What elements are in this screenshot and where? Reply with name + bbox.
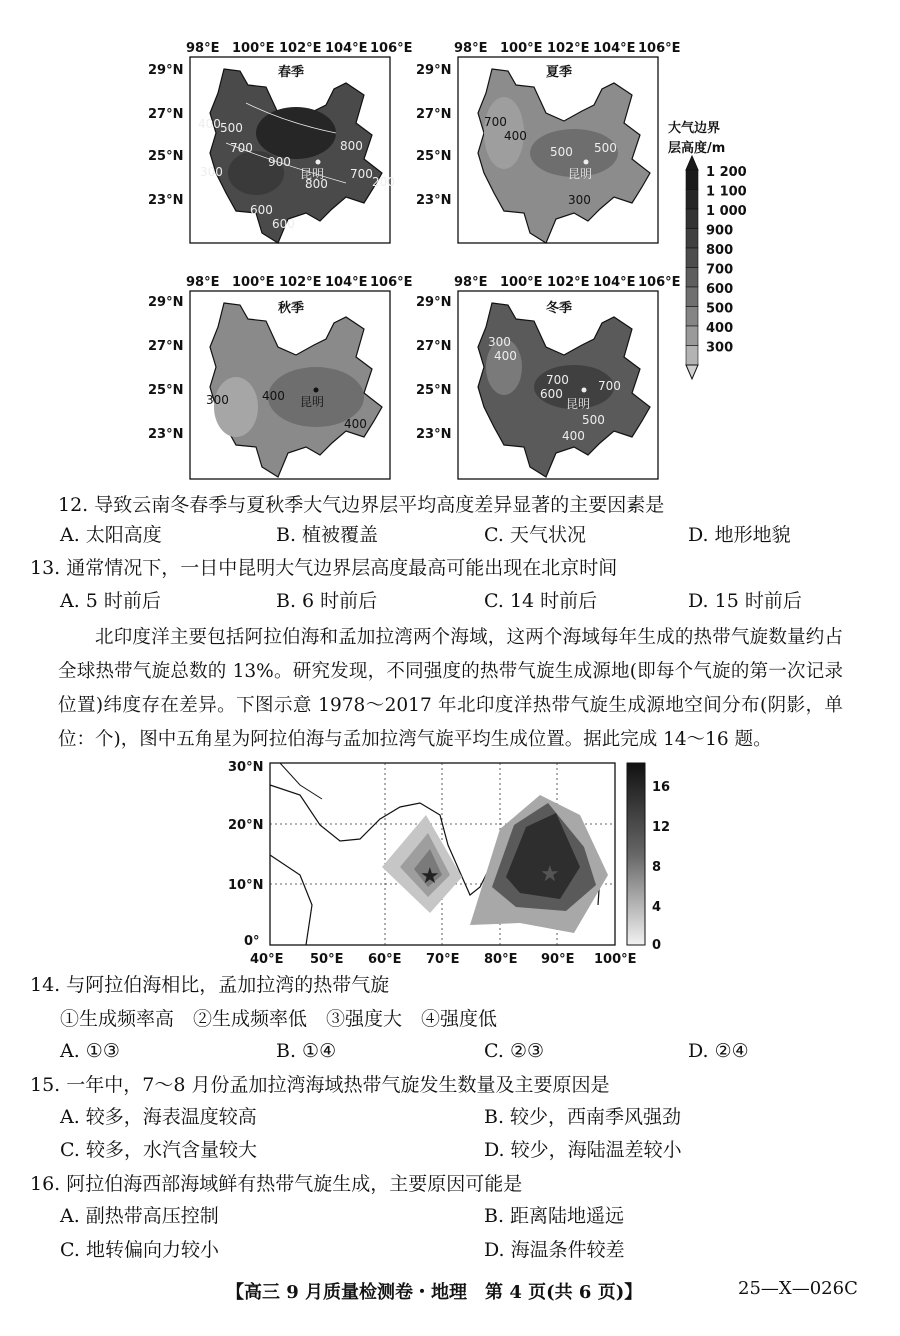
q12-option-b[interactable]: B. 植被覆盖 — [276, 524, 379, 546]
question-13-stem: 13. 通常情况下，一日中昆明大气边界层高度最高可能出现在北京时间 — [30, 557, 618, 579]
lon-tick: 104°E — [325, 41, 368, 56]
season-label-spring: 春季 — [278, 65, 305, 80]
question-14-stem: 14. 与阿拉伯海相比，孟加拉湾的热带气旋 — [30, 974, 390, 996]
legend-level-label: 400 — [706, 321, 734, 336]
q13-option-b[interactable]: B. 6 时前后 — [276, 590, 378, 612]
lon-tick: 60°E — [368, 952, 402, 967]
q16-option-c[interactable]: C. 地转偏向力较小 — [60, 1239, 219, 1261]
city-label: 昆明 — [300, 395, 325, 409]
contour-label: 700 — [484, 115, 507, 129]
legend-level-label: 800 — [706, 243, 734, 258]
city-label: 昆明 — [300, 167, 325, 181]
kunming-marker — [584, 160, 589, 165]
passage-text: 北印度洋主要包括阿拉伯海和孟加拉湾两个海域，这两个海域每年生成的热带气旋数量约占全球热带气旋总数的 13%。研究发现，不同强度的热带气旋生成源地(即每个气旋的第一次记录位置)纬度存在差异。下图示意 1978～2017 年北印度洋热带气旋生成源地空间分布(阴影，单位：个)，图中五角星为阿拉伯海与孟加拉湾气旋平均生成位置。据此完成 14～16 题。 — [58, 627, 843, 750]
legend-swatch — [686, 229, 698, 249]
season-label-autumn: 秋季 — [278, 301, 305, 316]
city-label: 昆明 — [566, 397, 591, 411]
contour-label: 600 — [250, 203, 273, 217]
lon-tick: 104°E — [325, 275, 368, 290]
lon-tick: 102°E — [279, 275, 322, 290]
legend-swatch — [686, 268, 698, 288]
q12-option-d[interactable]: D. 地形地貌 — [688, 524, 791, 546]
lat-tick: 29°N — [148, 63, 184, 78]
lon-tick: 100°E — [500, 275, 543, 290]
lon-tick: 106°E — [370, 41, 413, 56]
contour-label: 500 — [582, 413, 605, 427]
map-panel-winter — [416, 275, 681, 479]
legend-swatch — [686, 346, 698, 366]
map-panel-autumn — [148, 275, 413, 479]
q13-option-c[interactable]: C. 14 时前后 — [484, 590, 598, 612]
q14-option-c[interactable]: C. ②③ — [484, 1040, 545, 1062]
colorbar-tick: 8 — [652, 860, 662, 875]
contour-label: 500 — [220, 121, 243, 135]
legend-title-line1: 大气边界 — [668, 121, 721, 136]
cyclone-genesis-map — [0, 755, 900, 980]
q16-option-d[interactable]: D. 海温条件较差 — [484, 1239, 625, 1261]
map-panel-summer — [416, 41, 681, 243]
lon-tick: 100°E — [232, 41, 275, 56]
kunming-marker — [314, 388, 319, 393]
lat-tick: 27°N — [148, 339, 184, 354]
kunming-marker — [316, 160, 321, 165]
legend-arrow-down — [686, 365, 698, 379]
lat-tick: 23°N — [148, 193, 184, 208]
contour-label: 200 — [372, 175, 395, 189]
contour-label: 500 — [550, 145, 573, 159]
question-16-stem: 16. 阿拉伯海西部海域鲜有热带气旋生成，主要原因可能是 — [30, 1173, 523, 1195]
q13-option-d[interactable]: D. 15 时前后 — [688, 590, 802, 612]
lat-tick: 23°N — [416, 427, 452, 442]
legend-level-label: 300 — [706, 340, 734, 356]
lon-tick: 98°E — [454, 41, 488, 56]
q14-option-d[interactable]: D. ②④ — [688, 1040, 749, 1062]
lon-tick: 102°E — [547, 41, 590, 56]
lon-tick: 102°E — [547, 275, 590, 290]
lon-tick: 100°E — [594, 952, 637, 967]
lon-tick: 102°E — [279, 41, 322, 56]
lon-tick: 40°E — [250, 952, 284, 967]
lon-tick: 106°E — [370, 275, 413, 290]
season-label-winter: 冬季 — [546, 301, 573, 316]
arabian-sea-star-icon: ★ — [420, 864, 440, 889]
lat-tick: 25°N — [148, 149, 184, 164]
lat-tick: 30°N — [228, 760, 264, 775]
lat-tick: 23°N — [416, 193, 452, 208]
q13-option-a[interactable]: A. 5 时前后 — [60, 590, 161, 612]
contour-label: 800 — [340, 139, 363, 153]
q16-option-b[interactable]: B. 距离陆地遥远 — [484, 1205, 625, 1227]
contour-label: 300 — [488, 335, 511, 349]
colorbar — [627, 763, 645, 945]
lat-tick: 29°N — [416, 295, 452, 310]
lat-tick: 27°N — [416, 339, 452, 354]
lat-tick: 0° — [244, 934, 260, 949]
lon-tick: 90°E — [541, 952, 575, 967]
kunming-marker — [582, 388, 587, 393]
legend-level-label: 1 000 — [706, 204, 747, 219]
map-panel-spring — [148, 41, 413, 243]
legend-arrow-up — [686, 156, 698, 170]
paper-code: 25—X—026C — [738, 1278, 858, 1299]
q12-option-a[interactable]: A. 太阳高度 — [60, 524, 162, 546]
question-12-stem: 12. 导致云南冬春季与夏秋季大气边界层平均高度差异显著的主要因素是 — [58, 494, 665, 516]
contour-label: 400 — [562, 429, 585, 443]
contour-label: 400 — [262, 389, 285, 403]
lat-tick: 20°N — [228, 818, 264, 833]
legend-level-label: 600 — [706, 282, 734, 297]
city-label: 昆明 — [568, 167, 593, 181]
legend-level-label: 1 100 — [706, 184, 747, 200]
lat-tick: 25°N — [416, 383, 452, 398]
colorbar-tick: 4 — [652, 900, 662, 915]
lat-tick: 25°N — [148, 383, 184, 398]
legend-swatch — [686, 326, 698, 346]
q15-option-b[interactable]: B. 较少，西南季风强劲 — [484, 1106, 682, 1128]
contour-label: 400 — [344, 417, 367, 431]
page-footer: 【高三 9 月质量检测卷・地理 第 4 页(共 6 页)】 — [226, 1282, 643, 1303]
lat-tick: 27°N — [416, 107, 452, 122]
contour-label: 700 — [546, 373, 569, 387]
contour-label: 500 — [594, 141, 617, 155]
contour-label: 700 — [230, 141, 253, 155]
contour-label: 400 — [504, 129, 527, 143]
q16-option-a[interactable]: A. 副热带高压控制 — [60, 1205, 219, 1227]
contour-label: 300 — [200, 165, 223, 179]
yunnan-seasonal-maps — [0, 0, 900, 490]
legend-swatch — [686, 307, 698, 327]
contour-label: 800 — [305, 177, 328, 191]
lon-tick: 100°E — [232, 275, 275, 290]
height-legend — [668, 120, 747, 379]
lat-tick: 23°N — [148, 427, 184, 442]
legend-level-label: 500 — [706, 301, 734, 317]
legend-swatch — [686, 209, 698, 229]
q15-option-c[interactable]: C. 较多，水汽含量较大 — [60, 1139, 257, 1161]
legend-swatch — [686, 190, 698, 210]
contour-label: 400 — [198, 117, 221, 131]
q14-items: ①生成频率高 ②生成频率低 ③强度大 ④强度低 — [60, 1008, 498, 1030]
colorbar-tick: 16 — [652, 780, 671, 795]
lat-tick: 25°N — [416, 149, 452, 164]
lat-tick: 10°N — [228, 878, 264, 893]
lat-tick: 29°N — [416, 63, 452, 78]
legend-level-label: 700 — [706, 262, 734, 278]
lon-tick: 104°E — [593, 41, 636, 56]
bay-of-bengal-star-icon: ★ — [540, 862, 560, 887]
lon-tick: 80°E — [484, 952, 518, 967]
legend-level-label: 1 200 — [706, 165, 747, 180]
colorbar-tick: 0 — [652, 938, 662, 953]
legend-swatch — [686, 170, 698, 190]
legend-level-label: 900 — [706, 223, 734, 239]
contour-label: 600 — [272, 217, 295, 231]
lon-tick: 50°E — [310, 952, 344, 967]
contour-label: 700 — [350, 167, 373, 181]
q12-option-c[interactable]: C. 天气状况 — [484, 524, 586, 546]
lon-tick: 98°E — [186, 275, 220, 290]
contour-label: 900 — [268, 155, 291, 169]
contour-label: 300 — [568, 193, 591, 207]
contour-label: 400 — [494, 349, 517, 363]
q15-option-d[interactable]: D. 较少，海陆温差较小 — [484, 1139, 682, 1161]
lon-tick: 98°E — [454, 275, 488, 290]
season-label-summer: 夏季 — [546, 65, 573, 80]
lon-tick: 100°E — [500, 41, 543, 56]
lon-tick: 106°E — [638, 275, 681, 290]
legend-swatch — [686, 248, 698, 268]
q15-option-a[interactable]: A. 较多，海表温度较高 — [60, 1106, 257, 1128]
legend-swatch — [686, 287, 698, 307]
lon-tick: 106°E — [638, 41, 681, 56]
lon-tick: 98°E — [186, 41, 220, 56]
lon-tick: 70°E — [426, 952, 460, 967]
contour-label: 700 — [598, 379, 621, 393]
question-15-stem: 15. 一年中，7～8 月份孟加拉湾海域热带气旋发生数量及主要原因是 — [30, 1074, 610, 1096]
lon-tick: 104°E — [593, 275, 636, 290]
q14-option-b[interactable]: B. ①④ — [276, 1040, 337, 1062]
colorbar-tick: 12 — [652, 820, 671, 835]
lat-tick: 27°N — [148, 107, 184, 122]
contour-label: 300 — [206, 393, 229, 407]
lat-tick: 29°N — [148, 295, 184, 310]
contour-label: 600 — [540, 387, 563, 401]
legend-title-line2: 层高度/m — [668, 141, 726, 156]
q14-option-a[interactable]: A. ①③ — [60, 1040, 120, 1062]
